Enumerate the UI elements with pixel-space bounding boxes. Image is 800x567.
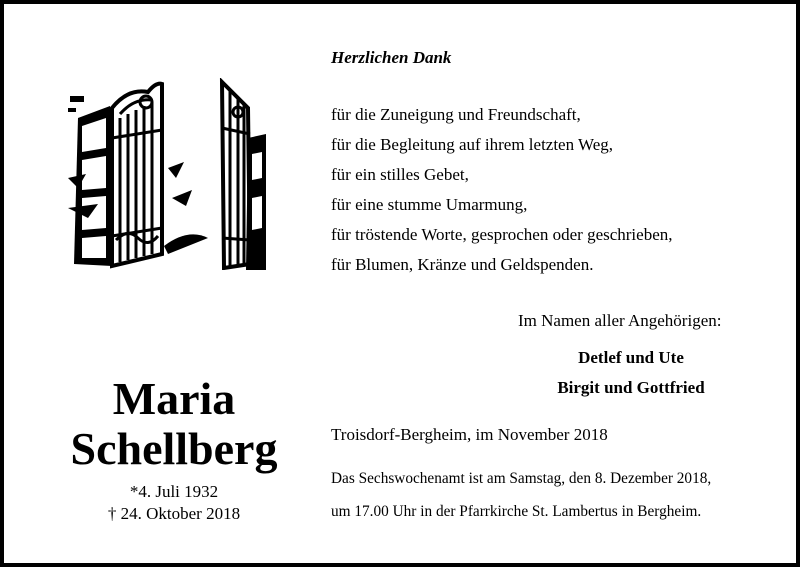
family-name: Detlef und Ute	[578, 348, 684, 367]
deceased-first-name: Maria	[112, 373, 236, 424]
thanks-line: für eine stumme Umarmung,	[331, 195, 528, 214]
thanks-line: für die Zuneigung und Freundschaft,	[331, 105, 581, 124]
thanks-line: für die Begleitung auf ihrem letzten Weg,	[331, 135, 614, 154]
service-line: Das Sechswochenamt ist am Samstag, den 8. Dezember 2018,	[331, 470, 712, 487]
service-info	[331, 467, 711, 533]
thanks-line: für Blumen, Kränze und Geldspenden.	[331, 255, 594, 274]
service-line: um 17.00 Uhr in der Pfarrkirche St. Lambertus in Bergheim.	[331, 503, 702, 520]
thanks-line: für tröstende Worte, gesprochen oder geschrieben,	[331, 225, 673, 244]
deceased-last-name: Schellberg	[70, 423, 278, 474]
thanks-heading: Herzlichen Dank	[331, 48, 452, 67]
place-date: Troisdorf-Bergheim, im November 2018	[331, 425, 608, 444]
life-dates	[74, 481, 274, 525]
family-signatures	[531, 343, 731, 403]
thanks-line: für ein stilles Gebet,	[331, 165, 469, 184]
on-behalf-text: Im Namen aller Angehörigen:	[518, 311, 722, 330]
thanks-list	[331, 100, 673, 280]
birth-date: *4. Juli 1932	[129, 482, 219, 501]
family-name: Birgit und Gottfried	[557, 378, 705, 397]
open-gate-icon	[68, 78, 266, 270]
deceased-name	[44, 374, 304, 474]
death-date: † 24. Oktober 2018	[107, 504, 241, 523]
